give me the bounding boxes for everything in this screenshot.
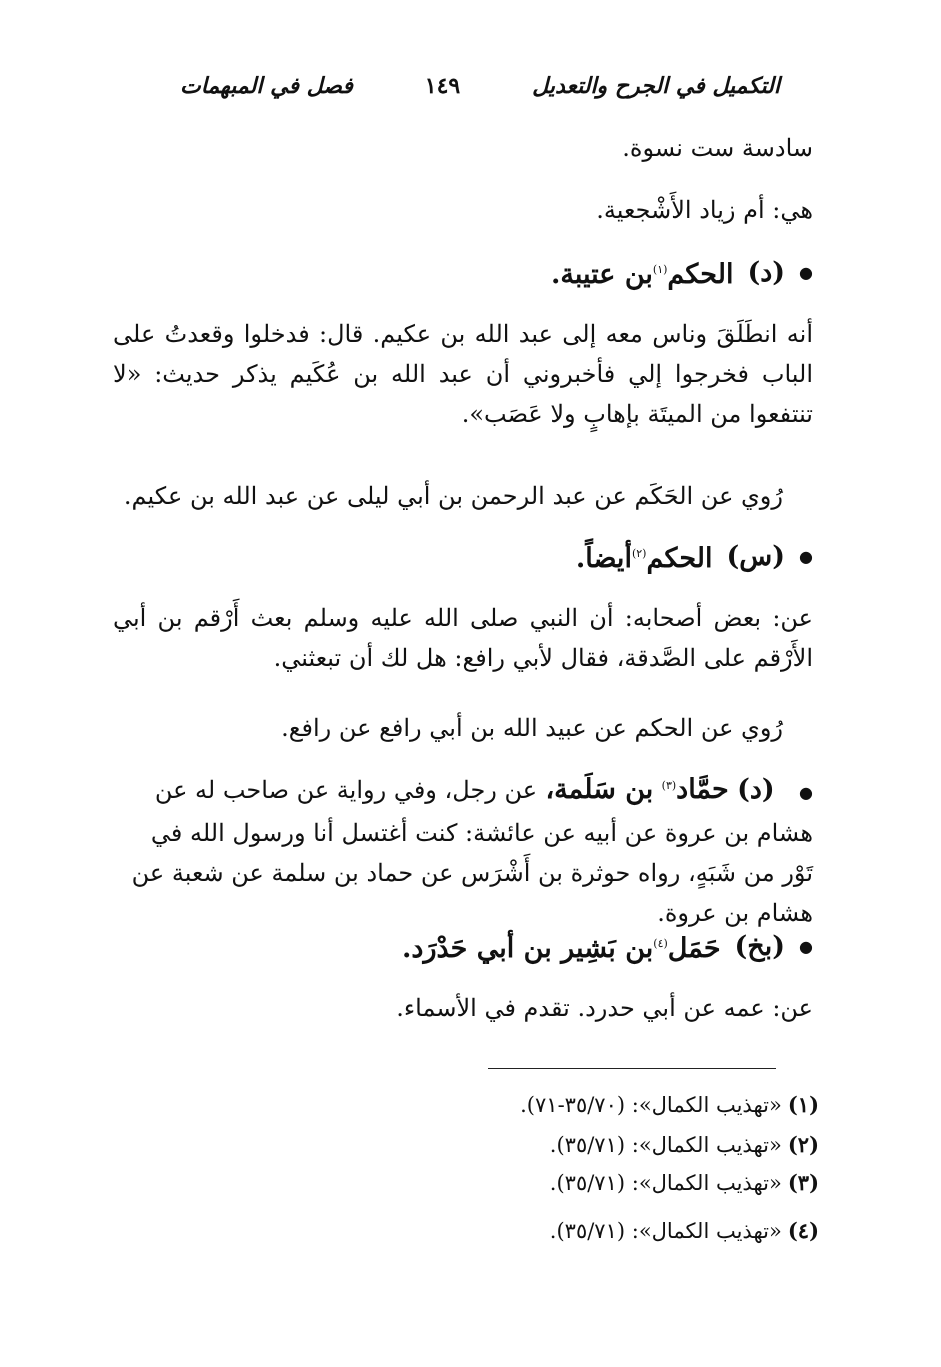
footnote-1 <box>520 1090 819 1120</box>
bullet-icon: ● <box>799 936 813 956</box>
entry-riwaya-2: رُوي عن الحكم عن عبيد الله بن أبي رافع عن رافع. <box>281 714 783 742</box>
entry-code: (د) <box>747 256 786 288</box>
footnote-number: (٣) <box>787 1170 819 1195</box>
footnote-number: (٢) <box>787 1132 819 1157</box>
entry-text-2: عن: بعض أصحابه: أن النبي صلى الله عليه وسلم بعث أَرْقم بن أبي الأَرْقم على الصَّدقة، فقال لأبي رافع: هل لك أن تبعثني. <box>113 604 813 672</box>
entry-3 <box>113 766 813 933</box>
footnote-ref: (٣) <box>661 779 677 792</box>
footnote-text: «تهذيب الكمال»: (٣٥/٧١). <box>549 1219 782 1243</box>
footnote-ref: (٢) <box>631 547 647 560</box>
entry-name: الحكم <box>646 543 713 574</box>
entry-name-rest: بن بَشِير بن أبي حَدْرَد. <box>402 933 654 964</box>
entry-text-4: عن: عمه عن أبي حدرد. تقدم في الأسماء. <box>396 994 813 1022</box>
entry-heading-4 <box>402 924 813 969</box>
entry-code: (بخ) <box>734 930 786 962</box>
page-header <box>180 66 780 106</box>
entry-name-rest: أيضاً. <box>575 543 632 574</box>
entry-name: حَمَل <box>667 933 721 964</box>
footnote-text: «تهذيب الكمال»: (٣٥/٧٠-٧١). <box>520 1093 782 1117</box>
footnote-4 <box>550 1216 819 1246</box>
paragraph-hiya: هي: أم زياد الأَشْجعية. <box>596 196 813 224</box>
footnote-divider <box>488 1068 776 1069</box>
footnote-number: (٤) <box>787 1218 819 1243</box>
entry-name-rest: بن عتيبة. <box>550 259 653 290</box>
footnote-2 <box>550 1130 819 1160</box>
paragraph-sadisa: سادسة ست نسوة. <box>622 134 813 162</box>
entry-name: حمَّاد <box>676 774 729 805</box>
entry-heading-2 <box>576 534 813 579</box>
bullet-icon: ● <box>799 546 813 566</box>
footnote-text: «تهذيب الكمال»: (٣٥/٧١). <box>549 1171 782 1195</box>
book-title: التكميل في الجرح والتعديل <box>532 73 780 99</box>
entry-text-1: أنه انطَلَقَ وناس معه إلى عبد الله بن عكيم. قال: فدخلوا وقعدتُ على الباب فخرجوا إلي فأخبروني أن عبد الله بن عُكَيم يذكر حديث: «لا تنتفعوا من الميتَة بإهابٍ ولا عَصَب». <box>113 320 813 428</box>
entry-text-3: عن رجل، وفي رواية عن صاحب له عن هشام بن عروة عن أبيه عن عائشة: كنت أغتسل أنا ورسول الله في تَوْر من شَبَهٍ، رواه حوثرة بن أَشْرَس عن حماد بن سلمة عن شعبة عن هشام بن عروة. <box>131 776 813 927</box>
entry-code: (د) <box>737 774 775 805</box>
entry-heading-1 <box>551 250 813 295</box>
footnote-ref: (١) <box>652 263 668 276</box>
footnote-ref: (٤) <box>653 937 668 950</box>
bullet-icon: ● <box>799 783 813 802</box>
section-title: فصل في المبهمات <box>180 73 353 99</box>
footnote-text: «تهذيب الكمال»: (٣٥/٧١). <box>549 1133 782 1157</box>
footnote-3 <box>550 1168 819 1198</box>
entry-riwaya-1: رُوي عن الحَكَم عن عبد الرحمن بن أبي ليلى عن عبد الله بن عكيم. <box>123 482 783 510</box>
entry-name-rest: بن سَلَمة، <box>545 774 654 805</box>
entry-name: الحكم <box>667 259 734 290</box>
footnote-number: (١) <box>787 1092 819 1117</box>
entry-code: (س) <box>726 540 786 572</box>
page-number: ١٤٩ <box>424 73 461 99</box>
bullet-icon: ● <box>799 262 813 282</box>
